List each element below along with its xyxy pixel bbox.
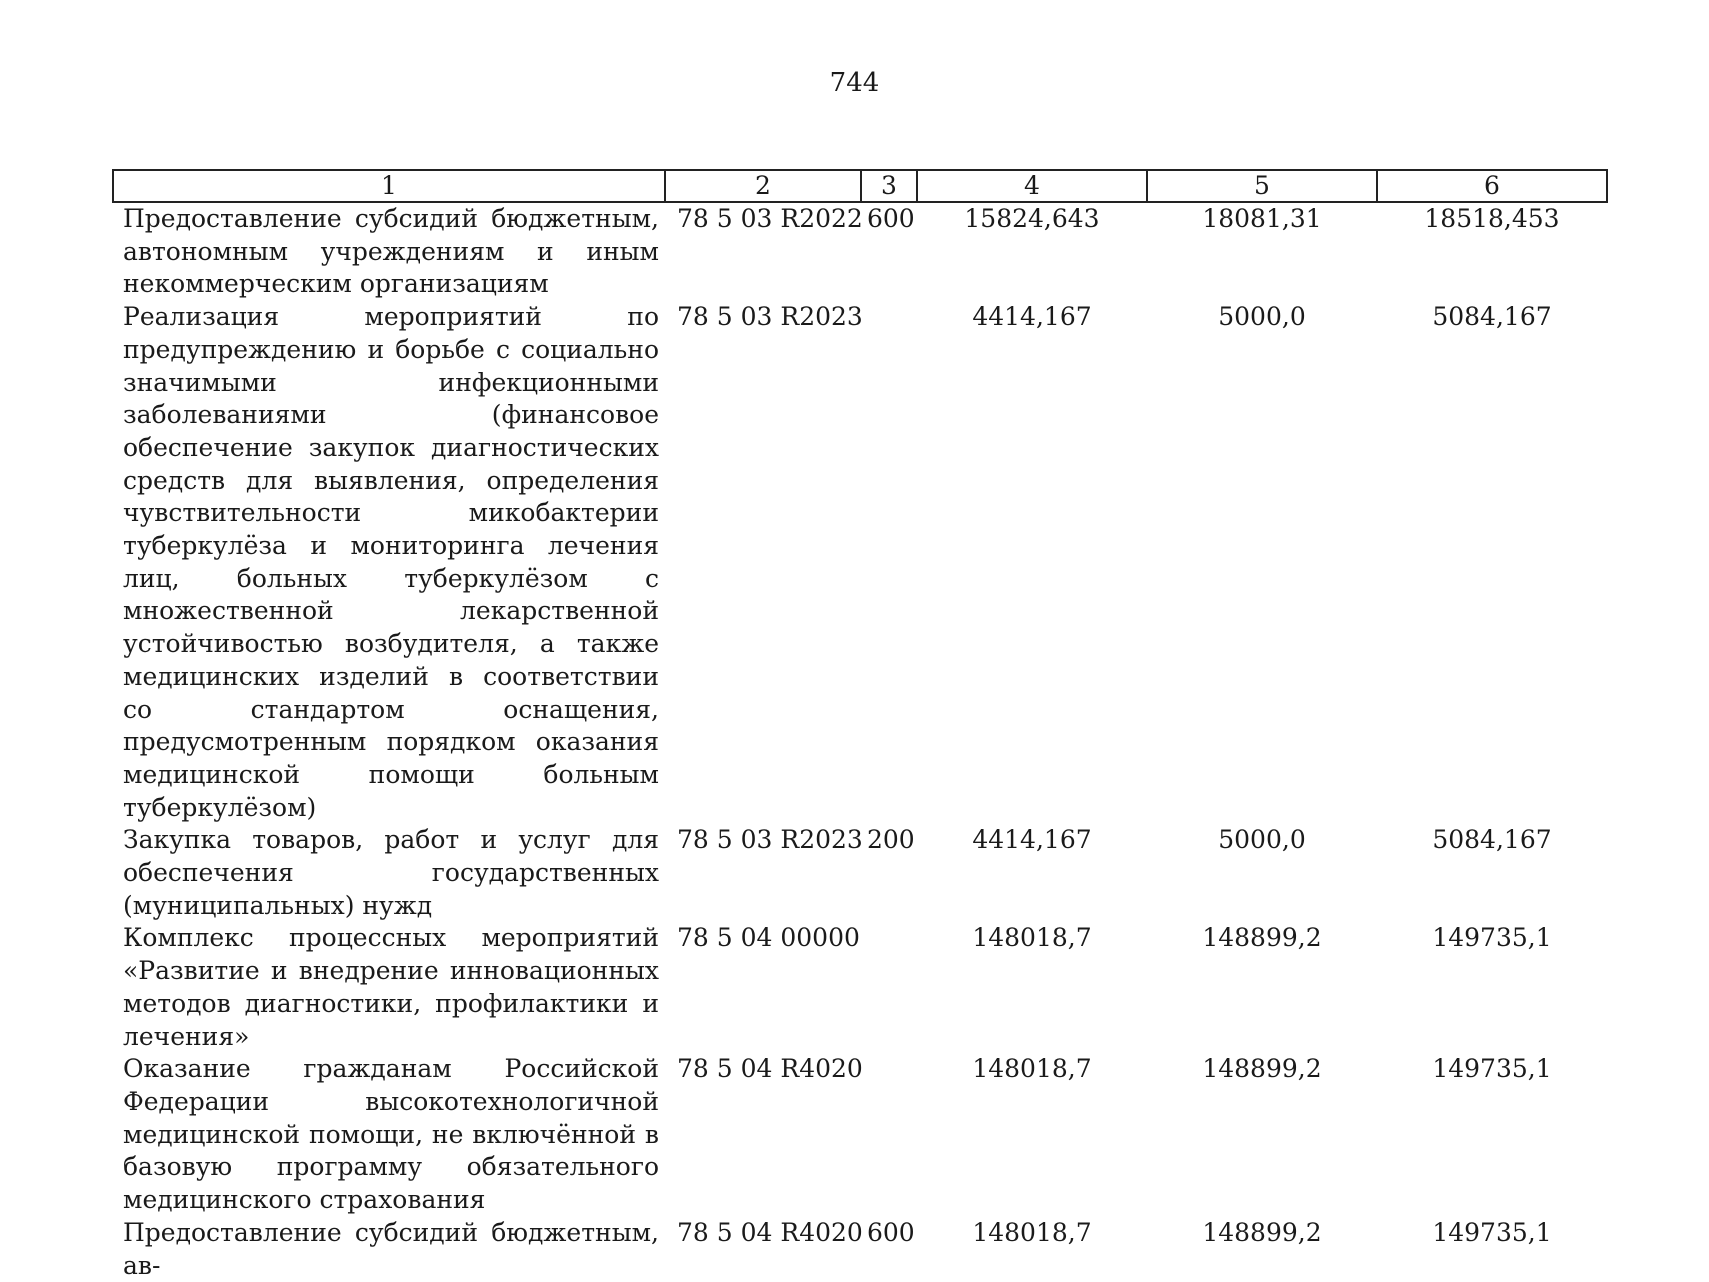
row-name: Предоставление субсидий бюджетным, автономным учреждениям и иным некоммерческим организациям [123, 204, 659, 299]
row-type [861, 301, 917, 824]
header-col-4: 4 [917, 170, 1147, 202]
row-type [861, 1053, 917, 1217]
table-row [113, 202, 1607, 301]
table-row [113, 824, 1607, 922]
page-number: 744 [829, 68, 880, 98]
table-row [113, 1053, 1607, 1217]
row-code: 78 5 04 R4020 [677, 1054, 863, 1084]
row-code: 78 5 03 R2022 [677, 204, 863, 233]
row-name: Оказание гражданам Российской Федерации высокотехнологичной медицинской помощи, не включённой в базовую программу обязательного медицинского страхования [123, 1054, 659, 1215]
row-value-4: 15824,643 [964, 204, 1100, 233]
row-name: Реализация мероприятий по предупреждению и борьбе с социально значимыми инфекционными заболеваниями (финансовое обеспечение закупок диагностических средств для выявления, определения чувствительности микобактерии туберкулёза и мониторинга лечения лиц, больных туберкулёзом с множественной лекарственной устойчивостью возбудителя, а также медицинских изделий в соответствии со стандартом оснащения, предусмотренным порядком оказания медицинской помощи больным туберкулёзом) [123, 302, 659, 822]
row-type: 600 [867, 204, 915, 233]
table-row [113, 301, 1607, 824]
row-value-6: 5084,167 [1432, 825, 1552, 855]
row-value-4: 4414,167 [972, 825, 1092, 855]
header-col-6: 6 [1377, 170, 1607, 202]
row-value-6: 149735,1 [1432, 1054, 1552, 1084]
table-header [113, 170, 1607, 202]
row-type: 200 [867, 825, 915, 855]
header-col-2: 2 [665, 170, 861, 202]
header-col-5: 5 [1147, 170, 1377, 202]
row-type: 600 [867, 1217, 915, 1247]
row-value-5: 18081,31 [1202, 204, 1322, 233]
row-value-4: 4414,167 [972, 302, 1092, 332]
row-value-5: 5000,0 [1218, 302, 1306, 332]
row-value-5: 148899,2 [1202, 1217, 1322, 1247]
row-value-4: 148018,7 [972, 1217, 1092, 1247]
row-code: 78 5 03 R2023 [677, 825, 863, 855]
header-col-3: 3 [861, 170, 917, 202]
row-name: Комплекс процессных мероприятий «Развитие и внедрение инновационных методов диагностики, профилактики и лечения» [123, 923, 659, 1051]
row-value-6: 18518,453 [1424, 204, 1560, 233]
row-value-6: 149735,1 [1432, 1217, 1552, 1247]
row-value-5: 148899,2 [1202, 923, 1322, 953]
row-value-4: 148018,7 [972, 923, 1092, 953]
budget-table [112, 169, 1608, 1282]
row-name: Предоставление субсидий бюджетным, ав- [123, 1217, 659, 1280]
row-code: 78 5 03 R2023 [677, 302, 863, 332]
row-code: 78 5 04 00000 [677, 923, 860, 953]
table-body [113, 202, 1607, 1282]
row-type [861, 922, 917, 1053]
table-row [113, 922, 1607, 1053]
row-value-6: 149735,1 [1432, 923, 1552, 953]
header-row [113, 170, 1607, 202]
row-code: 78 5 04 R4020 [677, 1217, 863, 1247]
row-value-6: 5084,167 [1432, 302, 1552, 332]
row-value-5: 5000,0 [1218, 825, 1306, 855]
row-value-5: 148899,2 [1202, 1054, 1322, 1084]
table-row [113, 1217, 1607, 1282]
header-col-1: 1 [113, 170, 665, 202]
row-value-4: 148018,7 [972, 1054, 1092, 1084]
row-name: Закупка товаров, работ и услуг для обеспечения государственных (муниципальных) нужд [123, 825, 659, 920]
